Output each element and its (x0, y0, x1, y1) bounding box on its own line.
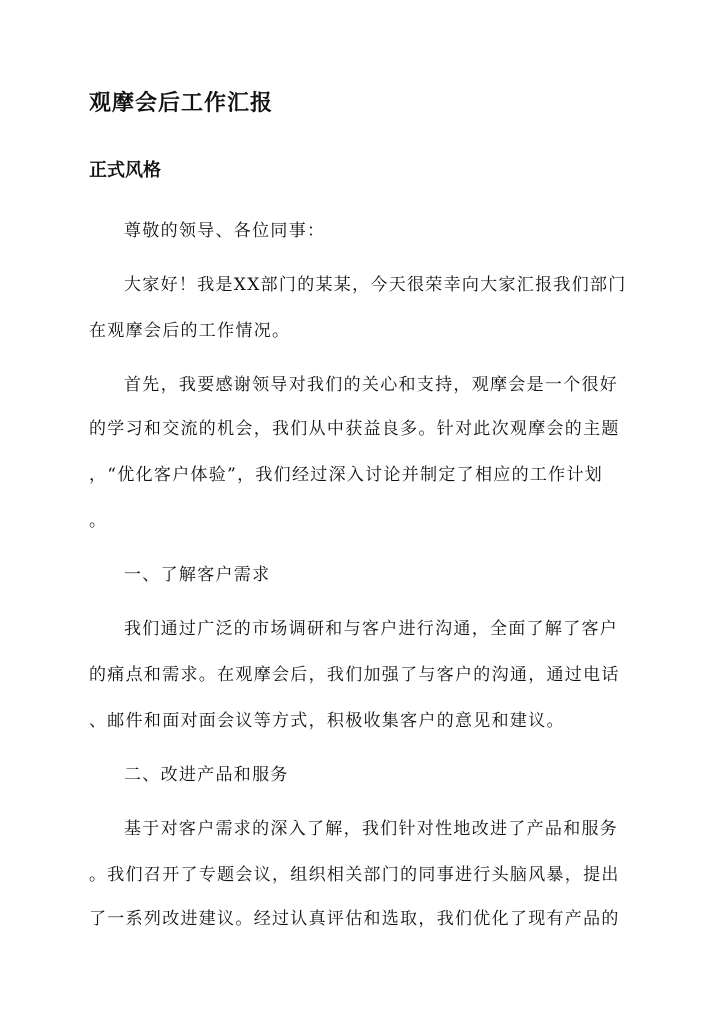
paragraph-line: ，“优化客户体验”，我们经过深入讨论并制定了相应的工作计划 (89, 465, 604, 485)
paragraph-line: 的学习和交流的机会，我们从中获益良多。针对此次观摩会的主题 (89, 419, 620, 439)
section-heading: 二、改进产品和服务 (124, 765, 289, 785)
paragraph-line: 。 (89, 511, 108, 531)
paragraph-line: 基于对客户需求的深入了解，我们针对性地改进了产品和服务 (124, 819, 619, 839)
paragraph-line: 。我们召开了专题会议，组织相关部门的同事进行头脑风暴，提出 (89, 865, 620, 885)
paragraph-line: 、邮件和面对面会议等方式，积极收集客户的意见和建议。 (89, 711, 565, 731)
paragraph-line: 的痛点和需求。在观摩会后，我们加强了与客户的沟通，通过电话 (89, 665, 620, 685)
paragraph-line: 首先，我要感谢领导对我们的关心和支持，观摩会是一个很好 (124, 375, 619, 395)
paragraph-line: 大家好！我是XX部门的某某，今天很荣幸向大家汇报我们部门 (124, 275, 627, 295)
paragraph-line: 我们通过广泛的市场调研和与客户进行沟通，全面了解了客户 (124, 619, 619, 639)
paragraph-line: 了一系列改进建议。经过认真评估和选取，我们优化了现有产品的 (89, 909, 620, 929)
document-title: 观摩会后工作汇报 (89, 90, 274, 116)
document-subtitle: 正式风格 (89, 160, 161, 181)
section-heading: 一、了解客户需求 (124, 565, 271, 585)
paragraph-line: 在观摩会后的工作情况。 (89, 321, 291, 341)
salutation-line: 尊敬的领导、各位同事： (124, 221, 326, 241)
